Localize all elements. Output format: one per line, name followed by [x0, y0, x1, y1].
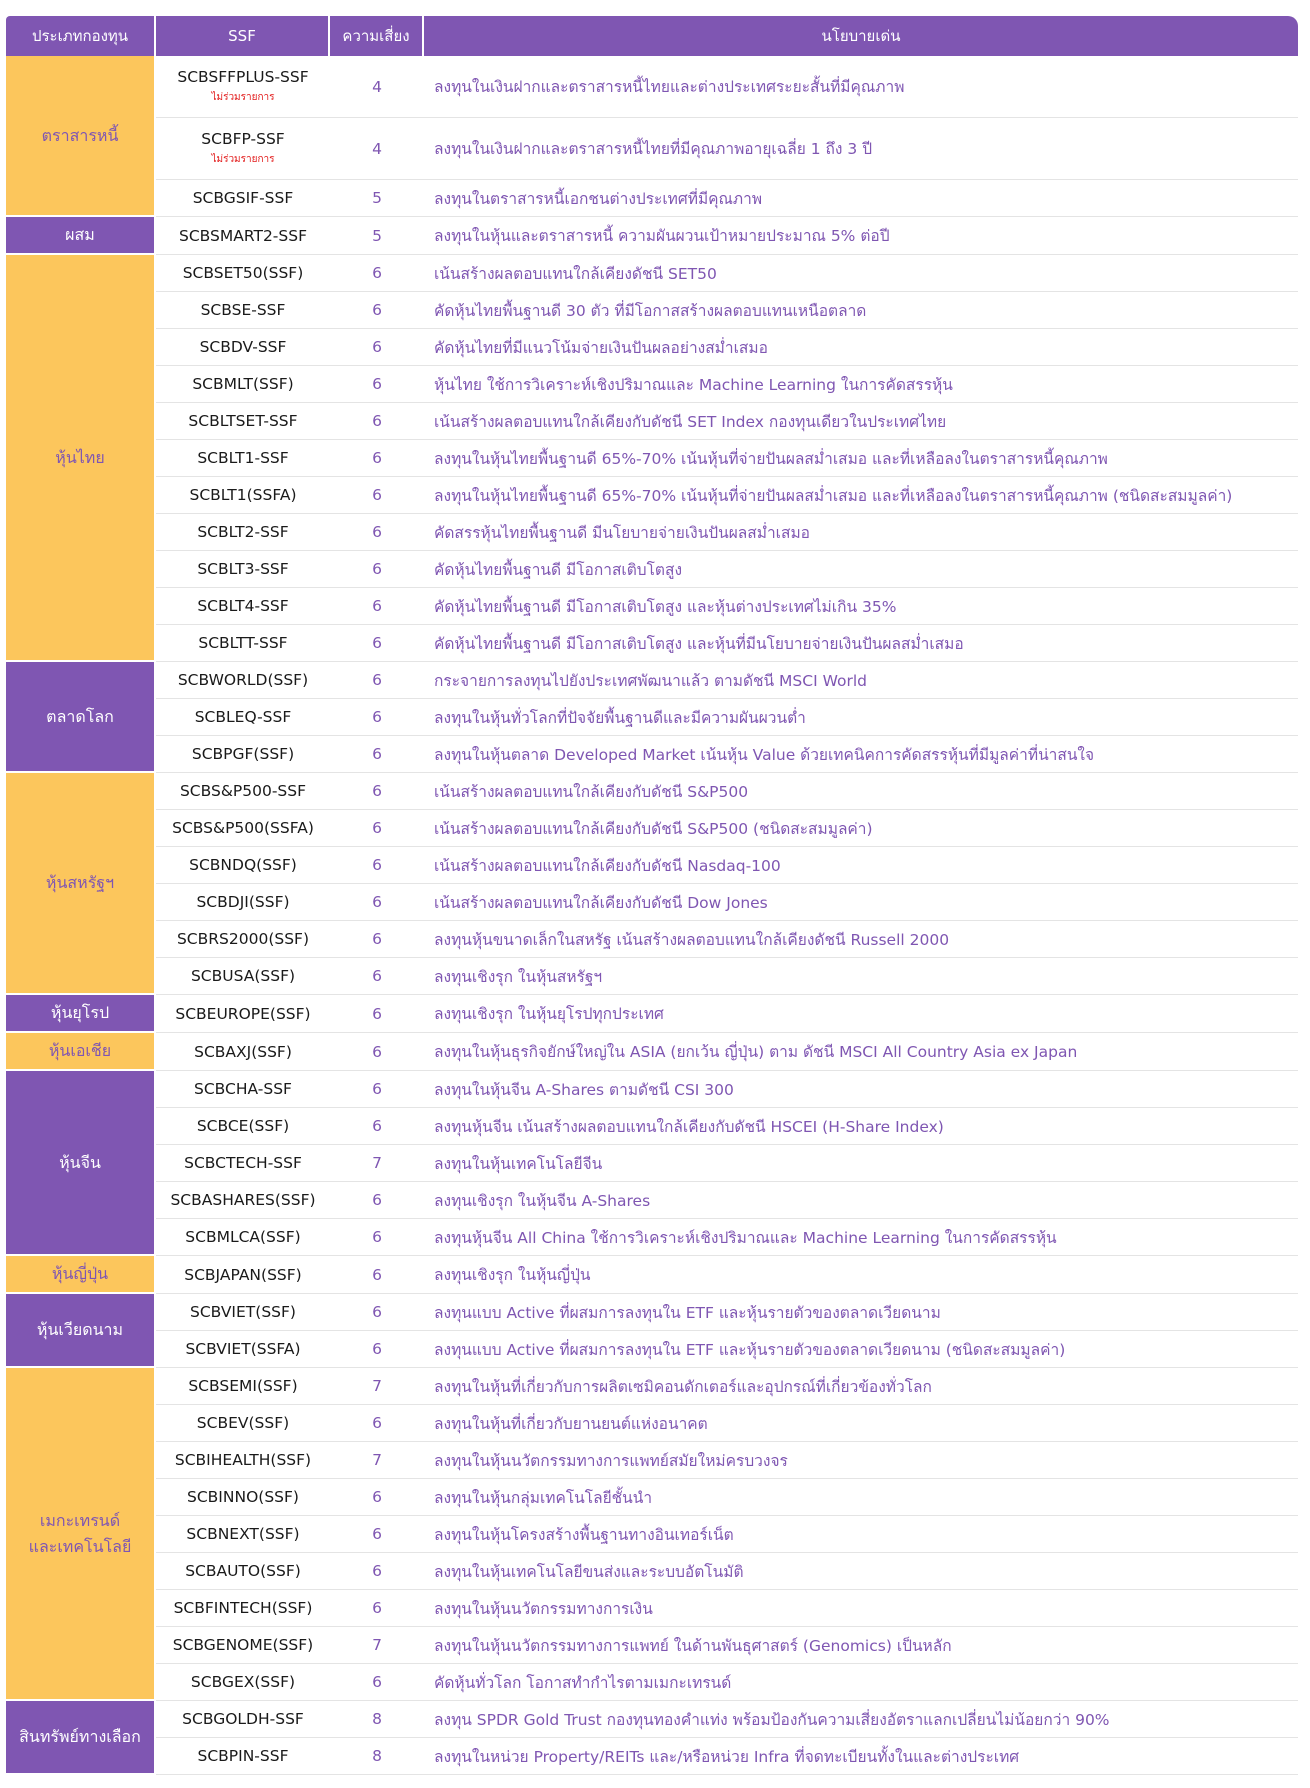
policy-text: ลงทุน SPDR Gold Trust กองทุนทองคำแท่ง พร้อมป้องกันความเสี่ยงอัตราแลกเปลี่ยนไม่น้อยกว่า 90% — [424, 1701, 1298, 1738]
table-row — [6, 477, 1298, 514]
fund-code: SCBSET50(SSF) — [182, 264, 304, 282]
fund-code: SCBCHA-SSF — [194, 1080, 292, 1098]
category-label: หุ้นสหรัฐฯ — [45, 873, 115, 892]
fund-note: ไม่ร่วมรายการ — [211, 154, 275, 165]
fund-code: SCBLT1(SSFA) — [189, 486, 297, 504]
table-row — [6, 1368, 1298, 1405]
table-row — [6, 217, 1298, 255]
table-row — [6, 995, 1298, 1033]
fund-code-cell — [156, 1701, 330, 1738]
risk-level: 6 — [330, 1516, 424, 1553]
fund-code-cell — [156, 1368, 330, 1405]
category-cell — [6, 1294, 156, 1368]
fund-code-cell — [156, 921, 330, 958]
risk-level: 4 — [330, 118, 424, 180]
table-row — [6, 1738, 1298, 1775]
category-label: สินทรัพย์ทางเลือก — [19, 1727, 141, 1746]
policy-text: ลงทุนในหุ้นที่เกี่ยวกับการผลิตเซมิคอนดักเตอร์และอุปกรณ์ที่เกี่ยวข้องทั่วโลก — [424, 1368, 1298, 1405]
fund-code: SCBIHEALTH(SSF) — [174, 1451, 312, 1469]
fund-code-cell — [156, 1553, 330, 1590]
category-cell — [6, 255, 156, 662]
fund-code: SCBLT2-SSF — [197, 523, 289, 541]
table-row — [6, 1256, 1298, 1294]
policy-text: ลงทุนในหุ้นไทยพื้นฐานดี 65%-70% เน้นหุ้นที่จ่ายปันผลสม่ำเสมอ และที่เหลือลงในตราสารหนี้คุณภาพ (ชนิดสะสมมูลค่า) — [424, 477, 1298, 514]
table-row — [6, 440, 1298, 477]
risk-level: 6 — [330, 699, 424, 736]
table-row — [6, 366, 1298, 403]
table-row — [6, 1294, 1298, 1331]
table-row — [6, 1033, 1298, 1071]
fund-code-cell — [156, 1590, 330, 1627]
fund-code-cell — [156, 1479, 330, 1516]
header-policy: นโยบายเด่น — [424, 16, 1298, 56]
risk-level: 6 — [330, 1071, 424, 1108]
policy-text: เน้นสร้างผลตอบแทนใกล้เคียงดัชนี SET50 — [424, 255, 1298, 292]
fund-code: SCBAUTO(SSF) — [185, 1562, 301, 1580]
policy-text: ลงทุนในหุ้นจีน A-Shares ตามดัชนี CSI 300 — [424, 1071, 1298, 1108]
ssf-fund-table — [6, 16, 1298, 1775]
risk-level: 6 — [330, 255, 424, 292]
fund-code-cell — [156, 1664, 330, 1701]
policy-text: ลงทุนแบบ Active ที่ผสมการลงทุนใน ETF และหุ้นรายตัวของตลาดเวียดนาม — [424, 1294, 1298, 1331]
risk-level: 4 — [330, 56, 424, 118]
fund-code-cell — [156, 1516, 330, 1553]
fund-code-cell — [156, 847, 330, 884]
category-label: หุ้นเวียดนาม — [36, 1320, 124, 1339]
policy-text: ลงทุนเชิงรุก ในหุ้นจีน A-Shares — [424, 1182, 1298, 1219]
table-row — [6, 1664, 1298, 1701]
category-cell — [6, 1368, 156, 1701]
table-body — [6, 56, 1298, 1775]
fund-code: SCBGEX(SSF) — [190, 1673, 296, 1691]
policy-text: คัดหุ้นไทยพื้นฐานดี มีโอกาสเติบโตสูง และหุ้นต่างประเทศไม่เกิน 35% — [424, 588, 1298, 625]
policy-text: ลงทุนในหุ้นธุรกิจยักษ์ใหญ่ใน ASIA (ยกเว้น ญี่ปุ่น) ตาม ดัชนี MSCI All Country Asia ex Japan — [424, 1033, 1298, 1071]
table-row — [6, 1219, 1298, 1256]
fund-code: SCBSE-SSF — [200, 301, 286, 319]
fund-table-container — [6, 16, 1298, 1775]
category-cell — [6, 1701, 156, 1775]
risk-level: 6 — [330, 958, 424, 995]
fund-code: SCBSFFPLUS-SSF — [177, 68, 309, 86]
category-cell — [6, 662, 156, 773]
fund-code: SCBINNO(SSF) — [187, 1488, 299, 1506]
category-label-line: เมกะเทรนด์ — [39, 1510, 121, 1530]
fund-code-cell — [156, 440, 330, 477]
policy-text: ลงทุนในหุ้นนวัตกรรมทางการแพทย์ ในด้านพันธุศาสตร์ (Genomics) เป็นหลัก — [424, 1627, 1298, 1664]
fund-code-cell — [156, 329, 330, 366]
category-label: ตราสารหนี้ — [41, 125, 119, 145]
table-row — [6, 921, 1298, 958]
fund-code: SCBPIN-SSF — [197, 1747, 289, 1765]
table-row — [6, 255, 1298, 292]
fund-code-cell — [156, 118, 330, 180]
risk-level: 6 — [330, 1182, 424, 1219]
fund-code-cell — [156, 551, 330, 588]
policy-text: ลงทุนหุ้นจีน All China ใช้การวิเคราะห์เชิงปริมาณและ Machine Learning ในการคัดสรรหุ้น — [424, 1219, 1298, 1256]
risk-level: 6 — [330, 329, 424, 366]
policy-text: ลงทุนในหุ้นโครงสร้างพื้นฐานทางอินเทอร์เน็ต — [424, 1516, 1298, 1553]
policy-text: เน้นสร้างผลตอบแทนใกล้เคียงกับดัชนี Nasdaq-100 — [424, 847, 1298, 884]
policy-text: เน้นสร้างผลตอบแทนใกล้เคียงกับดัชนี S&P500 — [424, 773, 1298, 810]
risk-level: 5 — [330, 217, 424, 255]
fund-code-cell — [156, 1738, 330, 1775]
table-row — [6, 118, 1298, 180]
fund-code-cell — [156, 1182, 330, 1219]
fund-code-cell — [156, 773, 330, 810]
table-row — [6, 736, 1298, 773]
fund-code: SCBASHARES(SSF) — [170, 1191, 316, 1209]
fund-code-cell — [156, 625, 330, 662]
table-row — [6, 180, 1298, 217]
header-category: ประเภทกองทุน — [6, 16, 156, 56]
policy-text: ลงทุนในเงินฝากและตราสารหนี้ไทยและต่างประเทศระยะสั้นที่มีคุณภาพ — [424, 56, 1298, 118]
fund-code: SCBNDQ(SSF) — [189, 856, 297, 874]
fund-code-cell — [156, 884, 330, 921]
risk-level: 6 — [330, 773, 424, 810]
policy-text: ลงทุนในหุ้นตลาด Developed Market เน้นหุ้น Value ด้วยเทคนิคการคัดสรรหุ้นที่มีมูลค่าที่น่าสนใจ — [424, 736, 1298, 773]
fund-code: SCBS&P500-SSF — [179, 782, 307, 800]
category-cell — [6, 995, 156, 1033]
policy-text: ลงทุนในหุ้นทั่วโลกที่ปัจจัยพื้นฐานดีและมีความผันผวนต่ำ — [424, 699, 1298, 736]
table-row — [6, 773, 1298, 810]
fund-code: SCBGENOME(SSF) — [172, 1636, 314, 1654]
risk-level: 7 — [330, 1627, 424, 1664]
table-row — [6, 1331, 1298, 1368]
table-row — [6, 588, 1298, 625]
category-cell — [6, 217, 156, 255]
fund-code-cell — [156, 1108, 330, 1145]
table-row — [6, 403, 1298, 440]
table-row — [6, 1442, 1298, 1479]
fund-code-cell — [156, 995, 330, 1033]
fund-code-cell — [156, 403, 330, 440]
risk-level: 6 — [330, 514, 424, 551]
fund-code: SCBLT3-SSF — [197, 560, 289, 578]
risk-level: 6 — [330, 884, 424, 921]
policy-text: ลงทุนเชิงรุก ในหุ้นยุโรปทุกประเทศ — [424, 995, 1298, 1033]
risk-level: 6 — [330, 810, 424, 847]
risk-level: 6 — [330, 1590, 424, 1627]
fund-code: SCBEUROPE(SSF) — [175, 1004, 311, 1023]
fund-code: SCBPGF(SSF) — [191, 745, 295, 763]
fund-code-cell — [156, 662, 330, 699]
fund-code: SCBFP-SSF — [201, 130, 285, 148]
category-cell — [6, 56, 156, 217]
fund-code: SCBCE(SSF) — [196, 1117, 290, 1135]
policy-text: ลงทุนแบบ Active ที่ผสมการลงทุนใน ETF และหุ้นรายตัวของตลาดเวียดนาม (ชนิดสะสมมูลค่า) — [424, 1331, 1298, 1368]
policy-text: เน้นสร้างผลตอบแทนใกล้เคียงกับดัชนี SET Index กองทุนเดียวในประเทศไทย — [424, 403, 1298, 440]
table-row — [6, 1405, 1298, 1442]
fund-code: SCBJAPAN(SSF) — [184, 1265, 302, 1284]
fund-code-cell — [156, 588, 330, 625]
risk-level: 6 — [330, 1405, 424, 1442]
fund-code-cell — [156, 699, 330, 736]
risk-level: 6 — [330, 588, 424, 625]
table-row — [6, 662, 1298, 699]
risk-level: 6 — [330, 1664, 424, 1701]
fund-code: SCBDV-SSF — [199, 338, 287, 356]
policy-text: ลงทุนเชิงรุก ในหุ้นญี่ปุ่น — [424, 1256, 1298, 1294]
category-label: ตลาดโลก — [46, 706, 114, 726]
fund-code-cell — [156, 1219, 330, 1256]
fund-code-cell — [156, 255, 330, 292]
fund-code: SCBS&P500(SSFA) — [172, 819, 314, 837]
table-row — [6, 1108, 1298, 1145]
category-cell — [6, 773, 156, 995]
fund-code-cell — [156, 1442, 330, 1479]
fund-code-cell — [156, 1294, 330, 1331]
fund-code: SCBUSA(SSF) — [190, 967, 296, 985]
fund-code: SCBGSIF-SSF — [192, 189, 294, 207]
header-fund: SSF — [156, 16, 330, 56]
table-row — [6, 1590, 1298, 1627]
policy-text: ลงทุนเชิงรุก ในหุ้นสหรัฐฯ — [424, 958, 1298, 995]
fund-code: SCBLTT-SSF — [198, 634, 288, 652]
fund-code: SCBVIET(SSF) — [190, 1303, 296, 1321]
table-row — [6, 1516, 1298, 1553]
policy-text: ลงทุนในหุ้นเทคโนโลยีขนส่งและระบบอัตโนมัติ — [424, 1553, 1298, 1590]
table-row — [6, 514, 1298, 551]
fund-code: SCBAXJ(SSF) — [194, 1042, 292, 1061]
fund-code-cell — [156, 1071, 330, 1108]
fund-code-cell — [156, 1033, 330, 1071]
table-row — [6, 1182, 1298, 1219]
table-row — [6, 56, 1298, 118]
table-row — [6, 810, 1298, 847]
risk-level: 8 — [330, 1701, 424, 1738]
policy-text: ลงทุนในหุ้นที่เกี่ยวกับยานยนต์แห่งอนาคต — [424, 1405, 1298, 1442]
table-row — [6, 1145, 1298, 1182]
category-label: หุ้นจีน — [59, 1152, 101, 1172]
category-label-line: และเทคโนโลยี — [28, 1536, 132, 1556]
risk-level: 6 — [330, 662, 424, 699]
policy-text: ลงทุนในตราสารหนี้เอกชนต่างประเทศที่มีคุณภาพ — [424, 180, 1298, 217]
policy-text: ลงทุนหุ้นจีน เน้นสร้างผลตอบแทนใกล้เคียงกับดัชนี HSCEI (H-Share Index) — [424, 1108, 1298, 1145]
policy-text: คัดสรรหุ้นไทยพื้นฐานดี มีนโยบายจ่ายเงินปันผลสม่ำเสมอ — [424, 514, 1298, 551]
risk-level: 6 — [330, 736, 424, 773]
policy-text: ลงทุนในหน่วย Property/REITs และ/หรือหน่วย Infra ที่จดทะเบียนทั้งในและต่างประเทศ — [424, 1738, 1298, 1775]
risk-level: 6 — [330, 1479, 424, 1516]
table-row — [6, 958, 1298, 995]
policy-text: ลงทุนในหุ้นนวัตกรรมทางการเงิน — [424, 1590, 1298, 1627]
table-row — [6, 292, 1298, 329]
table-row — [6, 699, 1298, 736]
fund-code: SCBVIET(SSFA) — [185, 1340, 301, 1358]
fund-code: SCBMLCA(SSF) — [185, 1228, 301, 1246]
category-cell — [6, 1256, 156, 1294]
fund-code: SCBLTSET-SSF — [188, 412, 298, 430]
fund-code-cell — [156, 477, 330, 514]
fund-code: SCBRS2000(SSF) — [176, 930, 310, 948]
policy-text: คัดหุ้นไทยพื้นฐานดี 30 ตัว ที่มีโอกาสสร้างผลตอบแทนเหนือตลาด — [424, 292, 1298, 329]
table-row — [6, 1479, 1298, 1516]
risk-level: 7 — [330, 1442, 424, 1479]
table-row — [6, 1627, 1298, 1664]
risk-level: 6 — [330, 1219, 424, 1256]
policy-text: ลงทุนในหุ้นไทยพื้นฐานดี 65%-70% เน้นหุ้นที่จ่ายปันผลสม่ำเสมอ และที่เหลือลงในตราสารหนี้คุณภาพ — [424, 440, 1298, 477]
category-label: ผสม — [65, 225, 95, 244]
risk-level: 6 — [330, 1256, 424, 1294]
fund-code-cell — [156, 1331, 330, 1368]
fund-code-cell — [156, 514, 330, 551]
category-label: หุ้นญี่ปุ่น — [51, 1264, 109, 1283]
table-header — [6, 16, 1298, 56]
fund-code-cell — [156, 1627, 330, 1664]
fund-code-cell — [156, 56, 330, 118]
policy-text: คัดหุ้นทั่วโลก โอกาสทำกำไรตามเมกะเทรนด์ — [424, 1664, 1298, 1701]
policy-text: กระจายการลงทุนไปยังประเทศพัฒนาแล้ว ตามดัชนี MSCI World — [424, 662, 1298, 699]
fund-code: SCBWORLD(SSF) — [177, 671, 309, 689]
fund-code: SCBMLT(SSF) — [192, 375, 294, 393]
risk-level: 6 — [330, 1294, 424, 1331]
risk-level: 6 — [330, 1033, 424, 1071]
policy-text: ลงทุนในหุ้นนวัตกรรมทางการแพทย์สมัยใหม่ครบวงจร — [424, 1442, 1298, 1479]
fund-code: SCBGOLDH-SSF — [182, 1710, 304, 1728]
category-label: หุ้นไทย — [55, 447, 105, 467]
risk-level: 6 — [330, 1331, 424, 1368]
category-label: หุ้นยุโรป — [50, 1003, 110, 1022]
table-row — [6, 625, 1298, 662]
policy-text: ลงทุนในหุ้นและตราสารหนี้ ความผันผวนเป้าหมายประมาณ 5% ต่อปี — [424, 217, 1298, 255]
table-row — [6, 847, 1298, 884]
fund-note: ไม่ร่วมรายการ — [211, 92, 275, 103]
policy-text: เน้นสร้างผลตอบแทนใกล้เคียงกับดัชนี S&P500 (ชนิดสะสมมูลค่า) — [424, 810, 1298, 847]
header-risk: ความเสี่ยง — [330, 16, 424, 56]
risk-level: 6 — [330, 292, 424, 329]
fund-code-cell — [156, 1405, 330, 1442]
policy-text: ลงทุนในหุ้นกลุ่มเทคโนโลยีชั้นนำ — [424, 1479, 1298, 1516]
policy-text: คัดหุ้นไทยพื้นฐานดี มีโอกาสเติบโตสูง — [424, 551, 1298, 588]
fund-code-cell — [156, 958, 330, 995]
fund-code: SCBLT4-SSF — [197, 597, 289, 615]
policy-text: เน้นสร้างผลตอบแทนใกล้เคียงกับดัชนี Dow Jones — [424, 884, 1298, 921]
table-row — [6, 1071, 1298, 1108]
category-cell — [6, 1033, 156, 1071]
fund-code-cell — [156, 736, 330, 773]
fund-code-cell — [156, 180, 330, 217]
fund-code: SCBDJI(SSF) — [196, 893, 290, 911]
fund-code: SCBNEXT(SSF) — [186, 1525, 300, 1543]
fund-code: SCBSMART2-SSF — [179, 226, 307, 245]
fund-code-cell — [156, 366, 330, 403]
table-row — [6, 1701, 1298, 1738]
risk-level: 7 — [330, 1368, 424, 1405]
risk-level: 6 — [330, 366, 424, 403]
risk-level: 6 — [330, 1108, 424, 1145]
table-row — [6, 551, 1298, 588]
fund-code: SCBLT1-SSF — [197, 449, 289, 467]
fund-code-cell — [156, 1145, 330, 1182]
category-label: หุ้นเอเชีย — [48, 1041, 112, 1060]
risk-level: 6 — [330, 921, 424, 958]
risk-level: 6 — [330, 477, 424, 514]
fund-code-cell — [156, 217, 330, 255]
table-row — [6, 1553, 1298, 1590]
policy-text: ลงทุนหุ้นขนาดเล็กในสหรัฐ เน้นสร้างผลตอบแทนใกล้เคียงดัชนี Russell 2000 — [424, 921, 1298, 958]
policy-text: หุ้นไทย ใช้การวิเคราะห์เชิงปริมาณและ Machine Learning ในการคัดสรรหุ้น — [424, 366, 1298, 403]
risk-level: 6 — [330, 847, 424, 884]
table-row — [6, 329, 1298, 366]
policy-text: คัดหุ้นไทยพื้นฐานดี มีโอกาสเติบโตสูง และหุ้นที่มีนโยบายจ่ายเงินปันผลสม่ำเสมอ — [424, 625, 1298, 662]
fund-code-cell — [156, 292, 330, 329]
fund-code: SCBLEQ-SSF — [194, 708, 292, 726]
policy-text: ลงทุนในเงินฝากและตราสารหนี้ไทยที่มีคุณภาพอายุเฉลี่ย 1 ถึง 3 ปี — [424, 118, 1298, 180]
risk-level: 7 — [330, 1145, 424, 1182]
risk-level: 8 — [330, 1738, 424, 1775]
policy-text: คัดหุ้นไทยที่มีแนวโน้มจ่ายเงินปันผลอย่างสม่ำเสมอ — [424, 329, 1298, 366]
risk-level: 6 — [330, 551, 424, 588]
fund-code: SCBSEMI(SSF) — [188, 1377, 298, 1395]
fund-code: SCBFINTECH(SSF) — [173, 1599, 313, 1617]
risk-level: 5 — [330, 180, 424, 217]
risk-level: 6 — [330, 995, 424, 1033]
risk-level: 6 — [330, 625, 424, 662]
fund-code: SCBEV(SSF) — [196, 1414, 290, 1432]
risk-level: 6 — [330, 440, 424, 477]
fund-code: SCBCTECH-SSF — [184, 1154, 302, 1172]
risk-level: 6 — [330, 1553, 424, 1590]
risk-level: 6 — [330, 403, 424, 440]
category-cell — [6, 1071, 156, 1256]
table-row — [6, 884, 1298, 921]
policy-text: ลงทุนในหุ้นเทคโนโลยีจีน — [424, 1145, 1298, 1182]
fund-code-cell — [156, 1256, 330, 1294]
fund-code-cell — [156, 810, 330, 847]
